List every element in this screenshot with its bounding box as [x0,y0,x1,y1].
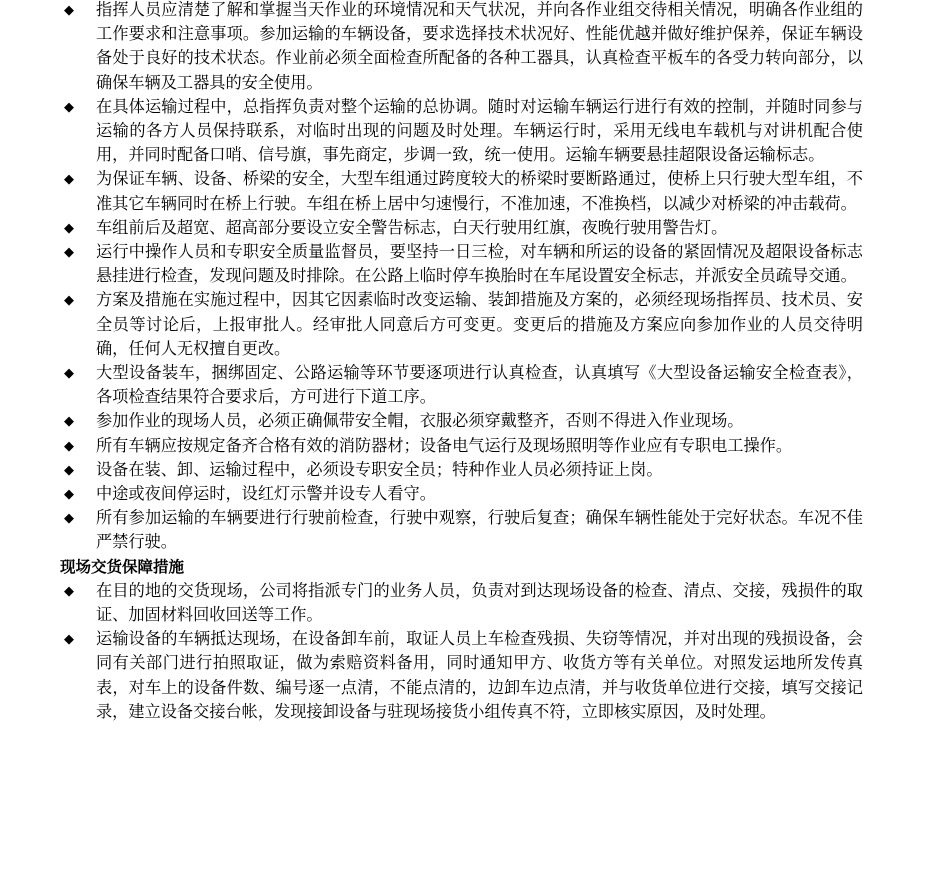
list-item [64,409,863,433]
list-item [64,167,863,215]
delivery-measures-list [64,579,863,724]
list-item [64,458,863,482]
diamond-bullet-icon: ◆ [64,438,74,454]
list-item [64,361,863,409]
list-item [64,240,863,288]
list-item [64,216,863,240]
diamond-bullet-icon: ◆ [64,172,74,188]
list-item [64,434,863,458]
diamond-bullet-icon: ◆ [64,99,74,115]
list-item-text: 指挥人员应清楚了解和掌握当天作业的环境情况和天气状况，并向各作业组交待相关情况，明确各作业组的工作要求和注意事项。参加运输的车辆设备，要求选择技术状况好、性能优越并做好维护保养，保证车辆设备处于良好的技术状态。作业前必须全面检查所配备的各种工器具，认真检查平板车的各受力转向部分，以确保车辆及工器具的安全使用。 [96,0,863,92]
diamond-bullet-icon: ◆ [64,245,74,261]
diamond-bullet-icon: ◆ [64,3,74,18]
diamond-bullet-icon: ◆ [64,414,74,430]
diamond-bullet-icon: ◆ [64,366,74,382]
diamond-bullet-icon: ◆ [64,632,74,648]
list-item-text: 设备在装、卸、运输过程中，必须设专职安全员；特种作业人员必须持证上岗。 [96,459,663,479]
diamond-bullet-icon: ◆ [64,293,74,309]
list-item-text: 中途或夜间停运时，设红灯示警并设专人看守。 [96,484,436,504]
list-item-text: 在具体运输过程中，总指挥负责对整个运输的总协调。随时对运输车辆运行进行有效的控制，并随时同参与运输的各方人员保持联系，对临时出现的问题及时处理。车辆运行时，采用无线电车载机与对讲机配合使用，并同时配备口哨、信号旗，事先商定，步调一致，统一使用。运输车辆要悬挂超限设备运输标志。 [96,96,863,165]
list-item [64,482,863,506]
list-item-text: 参加作业的现场人员，必须正确佩带安全帽，衣服必须穿戴整齐，否则不得进入作业现场。 [96,411,744,431]
diamond-bullet-icon: ◆ [64,511,74,527]
diamond-bullet-icon: ◆ [64,583,74,599]
list-item [64,627,863,724]
section-title: 现场交货保障措施 [60,557,185,576]
list-item [64,0,863,95]
list-item-text: 所有参加运输的车辆要进行行驶前检查，行驶中观察，行驶后复查；确保车辆性能处于完好状态。车况不佳严禁行驶。 [96,508,863,552]
list-item-text: 车组前后及超宽、超高部分要设立安全警告标志，白天行驶用红旗，夜晚行驶用警告灯。 [96,217,728,237]
safety-measures-list [64,0,863,555]
list-item [64,506,863,554]
list-item [64,288,863,361]
list-item-text: 大型设备装车，捆绑固定、公路运输等环节要逐项进行认真检查，认真填写《大型设备运输安全检查表》，各项检查结果符合要求后，方可进行下道工序。 [96,363,863,407]
list-item [64,95,863,168]
diamond-bullet-icon: ◆ [64,487,74,503]
list-item-text: 运行中操作人员和专职安全质量监督员，要坚持一日三检，对车辆和所运的设备的紧固情况及超限设备标志悬挂进行检查，发现问题及时排除。在公路上临时停车换胎时在车尾设置安全标志，并派安全员疏导交通。 [96,242,863,286]
diamond-bullet-icon: ◆ [64,462,74,478]
list-item-text: 所有车辆应按规定备齐合格有效的消防器材；设备电气运行及现场照明等作业应有专职电工操作。 [96,435,793,455]
list-item-text: 在目的地的交货现场，公司将指派专门的业务人员，负责对到达现场设备的检查、清点、交接，残损件的取证、加固材料回收回送等工作。 [96,580,863,625]
list-item-text: 运输设备的车辆抵达现场，在设备卸车前，取证人员上车检查残损、失窃等情况，并对出现的残损设备，会同有关部门进行拍照取证，做为索赔资料备用，同时通知甲方、收货方等有关单位。对照发运地所发传真表，对车上的设备件数、编号逐一点清，不能点清的，边卸车边点清，并与收货单位进行交接，填写交接记录，建立设备交接台帐，发现接卸设备与驻现场接货小组传真不符，立即核实原因，及时处理。 [96,629,863,721]
diamond-bullet-icon: ◆ [64,220,74,236]
list-item-text: 方案及措施在实施过程中，因其它因素临时改变运输、装卸措施及方案的，必须经现场指挥员、技术员、安全员等讨论后，上报审批人。经审批人同意后方可变更。变更后的措施及方案应向参加作业的人员交待明确，任何人无权擅自更改。 [96,290,863,358]
list-item [64,579,863,627]
list-item-text: 为保证车辆、设备、桥梁的安全，大型车组通过跨度较大的桥梁时要断路通过，使桥上只行驶大型车组，不准其它车辆同时在桥上行驶。车组在桥上居中匀速慢行，不准加速，不准换档，以减少对桥梁的冲击载荷。 [96,169,863,213]
